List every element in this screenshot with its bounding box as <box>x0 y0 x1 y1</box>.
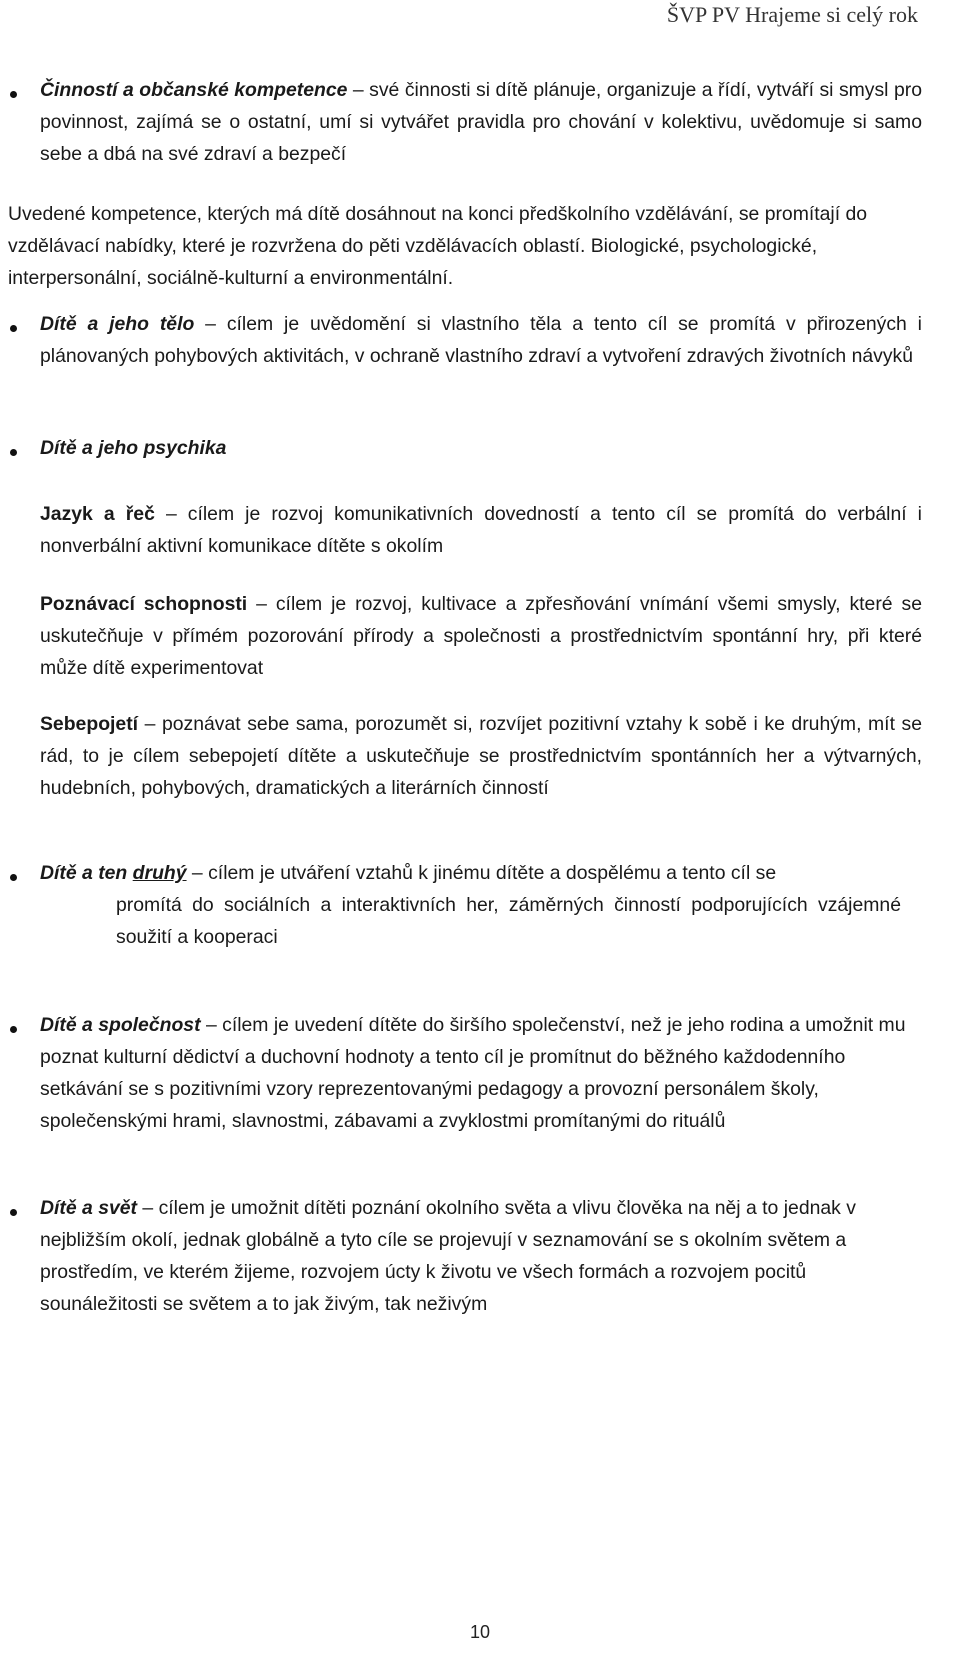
paragraph-other-person-rest <box>116 889 901 953</box>
term-society: Dítě a společnost <box>40 1014 201 1036</box>
paragraph-language <box>40 498 922 562</box>
paragraph-intro <box>8 198 920 294</box>
page-number: 10 <box>469 1622 491 1642</box>
paragraph-self-concept <box>40 708 922 804</box>
term-civic-competence: Činností a občanské kompetence <box>40 79 348 101</box>
term-language: Jazyk a řeč <box>40 503 155 525</box>
term-psyche: Dítě a jeho psychika <box>40 437 227 459</box>
bullet-icon <box>10 325 17 332</box>
text-body: – cílem je uvědomění si vlastního těla a tento cíl se promítá v přirozených i plánovaných pohybových aktivitách, v ochraně vlastního zdraví a vytvoření zdravých životních návyků <box>40 313 922 367</box>
paragraph-world <box>40 1192 910 1320</box>
text-self-concept: – poznávat sebe sama, porozumět si, rozvíjet pozitivní vztahy k sobě i ke druhým, mít se rád, to je cílem sebepojetí dítěte a uskutečňuje se prostřednictvím spontánních her a výtvarných, hudebních, pohybových, dramatických a literárních činností <box>40 713 922 799</box>
term-body: Dítě a jeho tělo <box>40 313 195 335</box>
bullet-icon <box>10 449 17 456</box>
text-language: – cílem je rozvoj komunikativních dovedností a tento cíl se promítá do verbální i nonverbální aktivní komunikace dítěte s okolím <box>40 503 922 557</box>
text-intro: Uvedené kompetence, kterých má dítě dosáhnout na konci předškolního vzdělávání, se promítají do vzdělávací nabídky, které je rozvržena do pěti vzdělávacích oblastí. Biologické, psychologické, interpersonální, sociálně-kulturní a environmentální. <box>8 203 868 289</box>
bullet-icon <box>10 91 17 98</box>
text-other-person-line1: – cílem je utváření vztahů k jinému dítěte a dospělému a tento cíl se <box>186 862 777 884</box>
bullet-icon <box>10 1209 17 1216</box>
text-other-person-rest: promítá do sociálních a interaktivních her, záměrných činností podporujících vzájemné soužití a kooperaci <box>116 894 901 948</box>
term-other-person: Dítě a ten druhý <box>40 862 187 884</box>
paragraph-civic-competence <box>40 74 922 170</box>
text-civic-competence: – své činnosti si dítě plánuje, organizuje a řídí, vytváří si smysl pro povinnost, zajímá se o ostatní, umí si vytvářet pravidla pro chování v kolektivu, uvědomuje si samo sebe a dbá na své zdraví a bezpečí <box>40 79 922 165</box>
term-cognition: Poznávací schopnosti <box>40 593 248 615</box>
term-world: Dítě a svět <box>40 1197 138 1219</box>
paragraph-body <box>40 308 922 372</box>
paragraph-psyche <box>40 432 922 464</box>
document-header: ŠVP PV Hrajeme si celý rok <box>666 2 918 27</box>
text-society: – cílem je uvedení dítěte do širšího společenství, než je jeho rodina a umožnit mu poznat kulturní dědictví a duchovní hodnoty a tento cíl je promítnut do běžného každodenního setkávání se s pozitivními vzory reprezentovanými pedagogy a provozní personálem školy, společenskými hrami, slavnostmi, zábavami a zvyklostmi promítanými do rituálů <box>40 1014 906 1132</box>
paragraph-other-person-line1 <box>40 857 922 889</box>
text-cognition: – cílem je rozvoj, kultivace a zpřesňování vnímání všemi smysly, které se uskutečňuje v přímém pozorování přírody a společnosti a prostřednictvím spontánní hry, při které může dítě experimentovat <box>40 593 922 679</box>
text-world: – cílem je umožnit dítěti poznání okolního světa a vlivu člověka na něj a to jednak v nejbližším okolí, jednak globálně a tyto cíle se projevují v seznamování se s okolním světem a prostředím, ve kterém žijeme, rozvojem úcty k životu ve všech formách a rozvojem pocitů sounáležitosti se světem a to jak živým, tak neživým <box>40 1197 856 1315</box>
term-self-concept: Sebepojetí <box>40 713 139 735</box>
paragraph-cognition <box>40 588 922 684</box>
paragraph-society <box>40 1009 910 1137</box>
bullet-icon <box>10 874 17 881</box>
bullet-icon <box>10 1026 17 1033</box>
